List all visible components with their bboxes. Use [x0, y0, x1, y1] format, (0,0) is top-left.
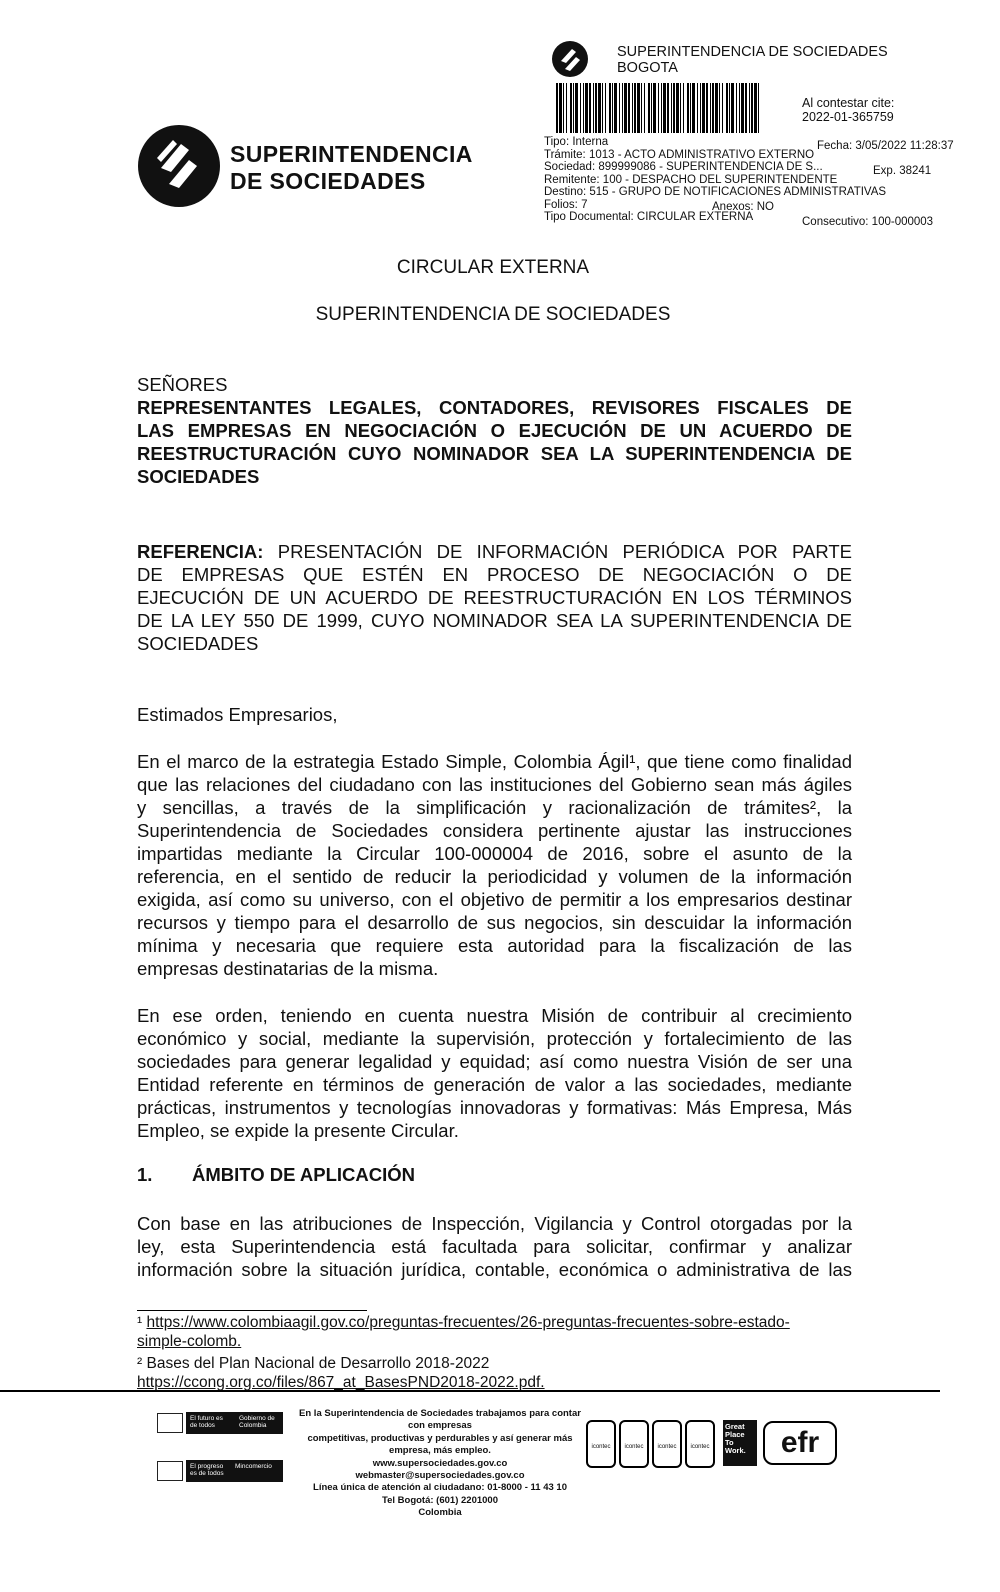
gov-logo-2-sub: Mincomercio	[235, 1463, 272, 1470]
footnote-marker: ¹	[137, 1314, 143, 1331]
barcode-bar	[729, 83, 730, 133]
paragraph-line: mínima y necesaria que requiere esta autoridad para la fiscalización de las	[137, 935, 852, 956]
logo-wordmark	[230, 141, 473, 195]
recipients-block	[137, 373, 852, 488]
footer-website[interactable]: www.supersociedades.gov.co	[372, 1457, 508, 1469]
stamp-tipo-documental: Tipo Documental: CIRCULAR EXTERNA	[544, 211, 754, 223]
gov-logo-1-text: El futuro es de todos	[190, 1415, 223, 1429]
reply-reference	[802, 96, 894, 124]
stamp-organization	[617, 44, 888, 76]
paragraph-line: exigida, así como su universo, con el objetivo de permitir a los empresarios destinar	[137, 889, 852, 910]
gov-logo-1-sub: Gobierno de Colombia	[239, 1415, 275, 1429]
paragraph-line: información sobre la situación jurídica, contable, económica o administrativa de las	[137, 1259, 852, 1280]
document-title: CIRCULAR EXTERNA	[396, 257, 590, 278]
barcode-bar	[680, 83, 681, 133]
barcode-bar	[637, 83, 640, 133]
stamp-fecha: Fecha: 3/05/2022 11:28:37	[817, 140, 954, 152]
logo-line-2: DE SOCIEDADES	[230, 168, 426, 194]
barcode-bar	[690, 83, 691, 133]
barcode-bar	[595, 83, 597, 133]
barcode-bar	[722, 83, 723, 133]
greeting: Estimados Empresarios,	[137, 704, 338, 725]
barcode-bar	[651, 83, 652, 133]
paragraph-line: recursos y tiempo para el desarrollo de sus negocios, sin descuidar la información	[137, 912, 852, 933]
stamp-org-name: SUPERINTENDENCIA DE SOCIEDADES	[617, 44, 888, 60]
paragraph-line: ley, esta Superintendencia está facultada para solicitar, confirmar y analizar	[137, 1236, 852, 1257]
icontec-badge	[652, 1420, 682, 1468]
barcode-bar	[583, 83, 584, 133]
barcode-bar	[573, 83, 574, 133]
stamp-destino: Destino: 515 - GRUPO DE NOTIFICACIONES ADMINISTRATIVAS	[544, 186, 887, 198]
footnote-1-link[interactable]: https://www.colombiaagil.gov.co/preguntas-frecuentes/26-preguntas-frecuentes-sobre-estado-	[146, 1314, 790, 1331]
footer-line: Línea única de atención al ciudadano: 01-8000 - 11 43 10	[313, 1482, 567, 1494]
stamp-remitente: Remitente: 100 - DESPACHO DEL SUPERINTENDENTE	[544, 174, 838, 186]
paragraph-line: Entidad referente en términos de generación de valor a las sociedades, mediante	[137, 1074, 852, 1095]
barcode-bar	[731, 83, 734, 133]
great-place-to-work-badge: Great Place To Work.	[723, 1420, 757, 1466]
document-subtitle: SUPERINTENDENCIA DE SOCIEDADES	[315, 304, 671, 325]
gov-logo-2	[157, 1456, 283, 1486]
recipients-line: SOCIEDADES	[137, 466, 260, 487]
paragraph-line: Con base en las atribuciones de Inspección, Vigilancia y Control otorgadas por la	[137, 1213, 852, 1234]
barcode-bar	[726, 83, 728, 133]
barcode-bar	[739, 83, 740, 133]
barcode-bar	[624, 83, 627, 133]
recipients-line: REESTRUCTURACIÓN CUYO NOMINADOR SEA LA SUPERINTENDENCIA DE	[137, 443, 852, 464]
reply-label: Al contestar cite:	[802, 96, 895, 110]
barcode-bar	[700, 83, 701, 133]
paragraph-line: referencia, en el sentido de reducir la periodicidad y volumen de la información	[137, 866, 852, 887]
barcode-bar	[719, 83, 720, 133]
footnote-1-link-cont[interactable]: simple-colomb.	[137, 1332, 242, 1350]
stamp-expediente: Exp. 38241	[873, 165, 932, 177]
reference-text: PRESENTACIÓN DE INFORMACIÓN PERIÓDICA POR PARTE	[277, 541, 853, 562]
barcode-bar	[715, 83, 718, 133]
paragraph-line: impartidas mediante la Circular 100-000004 de 2016, sobre el asunto de la	[137, 843, 852, 864]
barcode-bar	[609, 83, 611, 133]
recipients-line: LAS EMPRESAS EN NEGOCIACIÓN O EJECUCIÓN DE UN ACUERDO DE	[137, 420, 852, 441]
footnote-2	[137, 1355, 837, 1392]
barcode-bar	[671, 83, 672, 133]
barcode-bar	[683, 83, 684, 133]
barcode-bar	[563, 83, 564, 133]
gov-logo-2-text: El progreso es de todos	[190, 1463, 224, 1477]
badge-label: icontec	[624, 1444, 644, 1450]
barcode-bar	[663, 83, 666, 133]
footer-line: competitivas, productivas y perdurables y así generar más empresa, más empleo.	[307, 1432, 573, 1457]
barcode-bar	[575, 83, 578, 133]
barcode-bar	[612, 83, 613, 133]
barcode-image	[556, 83, 762, 133]
barcode-bar	[566, 83, 567, 133]
reference-label: REFERENCIA:	[137, 541, 264, 562]
barcode-bar	[706, 83, 708, 133]
footer-line: Tel Bogotá: (601) 2201000	[382, 1494, 498, 1506]
barcode-bar	[614, 83, 617, 133]
reference-block	[137, 540, 852, 655]
stamp-sociedad: Sociedad: 899999086 - SUPERINTENDENCIA DE S...	[544, 161, 823, 173]
paragraph-line: empresas destinatarias de la misma.	[137, 958, 439, 979]
barcode-bar	[580, 83, 581, 133]
barcode-bar	[628, 83, 630, 133]
paragraph-1	[137, 750, 852, 980]
paragraph-2	[137, 1004, 852, 1142]
barcode-bar	[634, 83, 636, 133]
barcode-bar	[598, 83, 601, 133]
barcode-bar	[556, 83, 558, 133]
senores-label: SEÑORES	[137, 374, 228, 395]
paragraph-line: sociedades para generar legalidad y equidad; así como nuestra Visión de ser una	[137, 1051, 852, 1072]
footer-contact	[290, 1408, 590, 1520]
barcode-bar	[619, 83, 620, 133]
barcode-bar	[622, 83, 623, 133]
stamp-consecutivo: Consecutivo: 100-000003	[802, 216, 934, 228]
barcode-bar	[602, 83, 603, 133]
badge-label: icontec	[690, 1444, 710, 1450]
efr-badge: efr	[763, 1421, 837, 1465]
footnote-1	[137, 1314, 837, 1351]
barcode-bar	[749, 83, 750, 133]
footnote-marker: ²	[137, 1355, 143, 1372]
footer-line: Colombia	[418, 1507, 462, 1519]
section-title: ÁMBITO DE APLICACIÓN	[192, 1164, 416, 1185]
barcode-bar	[559, 83, 562, 133]
reference-line: EJECUCIÓN DE UN ACUERDO DE REESTRUCTURACIÓN EN LOS TÉRMINOS	[137, 587, 852, 608]
paragraph-line: Superintendencia de Sociedades considera pertinente ajustar las instrucciones	[137, 820, 852, 841]
barcode-bar	[702, 83, 705, 133]
barcode-bar	[644, 83, 645, 133]
supersociedades-logo-icon	[137, 124, 221, 208]
barcode-bar	[697, 83, 698, 133]
paragraph-line: y sencillas, a través de la simplificación y racionalización de trámites², la	[137, 797, 852, 818]
footnote-2-link[interactable]: https://ccong.org.co/files/867_at_BasesPND2018-2022.pdf.	[137, 1373, 545, 1391]
barcode-bar	[632, 83, 633, 133]
barcode-bar	[570, 83, 572, 133]
reference-line: DE LA LEY 550 DE 1999, CUYO NOMINADOR SEA LA SUPERINTENDENCIA DE	[137, 610, 852, 631]
barcode-bar	[712, 83, 714, 133]
paragraph-line: En ese orden, teniendo en cuenta nuestra Misión de contribuir al crecimiento	[137, 1005, 852, 1026]
icontec-badge	[586, 1420, 616, 1468]
barcode-bar	[687, 83, 689, 133]
logo-line-1: SUPERINTENDENCIA	[230, 141, 473, 167]
gov-logo-2-box	[186, 1460, 283, 1482]
stamp-org-city: BOGOTA	[617, 60, 678, 76]
barcode-bar	[648, 83, 650, 133]
barcode-bar	[751, 83, 753, 133]
colombia-shield-icon	[157, 1461, 183, 1481]
reference-line-first	[137, 540, 852, 563]
barcode-bar	[605, 83, 606, 133]
stamp-folios: Folios: 7	[544, 199, 588, 211]
paragraph-line: prácticas, instrumentos y tecnologías innovadoras y formativas: Más Empresa, Más	[137, 1097, 852, 1118]
paragraph-line: En el marco de la estrategia Estado Simple, Colombia Ágil¹, que tiene como finalidad	[137, 751, 852, 772]
barcode-bar	[758, 83, 759, 133]
gov-logo-1	[157, 1408, 283, 1438]
stamp-logo-icon	[551, 40, 589, 78]
gov-logo-1-box	[186, 1412, 283, 1434]
paragraph-line: económico y social, mediante la supervisión, protección y fortalecimiento de las	[137, 1028, 852, 1049]
stamp-anexos: Anexos: NO	[712, 201, 774, 213]
footnote-divider	[137, 1310, 367, 1311]
certification-badges	[586, 1420, 720, 1472]
barcode-bar	[754, 83, 757, 133]
paragraph-line: Empleo, se expide la presente Circular.	[137, 1120, 459, 1141]
footnote-2-text: Bases del Plan Nacional de Desarrollo 2018-2022	[146, 1355, 490, 1372]
badge-label: icontec	[657, 1444, 677, 1450]
section-heading	[137, 1163, 852, 1186]
recipients-line: REPRESENTANTES LEGALES, CONTADORES, REVISORES FISCALES DE	[137, 397, 852, 418]
barcode-bar	[653, 83, 656, 133]
barcode-bar	[673, 83, 675, 133]
paragraph-3	[137, 1212, 852, 1281]
barcode-bar	[710, 83, 711, 133]
icontec-badge	[619, 1420, 649, 1468]
icontec-badge	[685, 1420, 715, 1468]
barcode-bar	[736, 83, 737, 133]
barcode-bar	[658, 83, 659, 133]
footer-email[interactable]: webmaster@supersociedades.gov.co	[355, 1470, 525, 1482]
barcode-bar	[585, 83, 588, 133]
section-number: 1.	[137, 1164, 153, 1185]
barcode-bar	[641, 83, 642, 133]
reference-line: SOCIEDADES	[137, 633, 259, 654]
barcode-bar	[692, 83, 695, 133]
barcode-bar	[661, 83, 662, 133]
barcode-bar	[667, 83, 669, 133]
colombia-shield-icon	[157, 1413, 183, 1433]
paragraph-line: que las relaciones del ciudadano con las instituciones del Gobierno sean más ágiles	[137, 774, 852, 795]
barcode-bar	[741, 83, 744, 133]
barcode-bar	[745, 83, 747, 133]
page-divider	[0, 1390, 940, 1392]
stamp-tipo: Tipo: Interna	[544, 136, 609, 148]
barcode-bar	[589, 83, 591, 133]
barcode-bar	[676, 83, 679, 133]
barcode-bar	[593, 83, 594, 133]
stamp-tramite: Trámite: 1013 - ACTO ADMINISTRATIVO EXTERNO	[544, 149, 815, 161]
footer-line: En la Superintendencia de Sociedades trabajamos para contar con empresas	[299, 1408, 581, 1432]
reference-line: DE EMPRESAS QUE ESTÉN EN PROCESO DE NEGOCIACIÓN O DE	[137, 564, 852, 585]
reply-number: 2022-01-365759	[802, 110, 894, 124]
badge-label: icontec	[591, 1444, 611, 1450]
